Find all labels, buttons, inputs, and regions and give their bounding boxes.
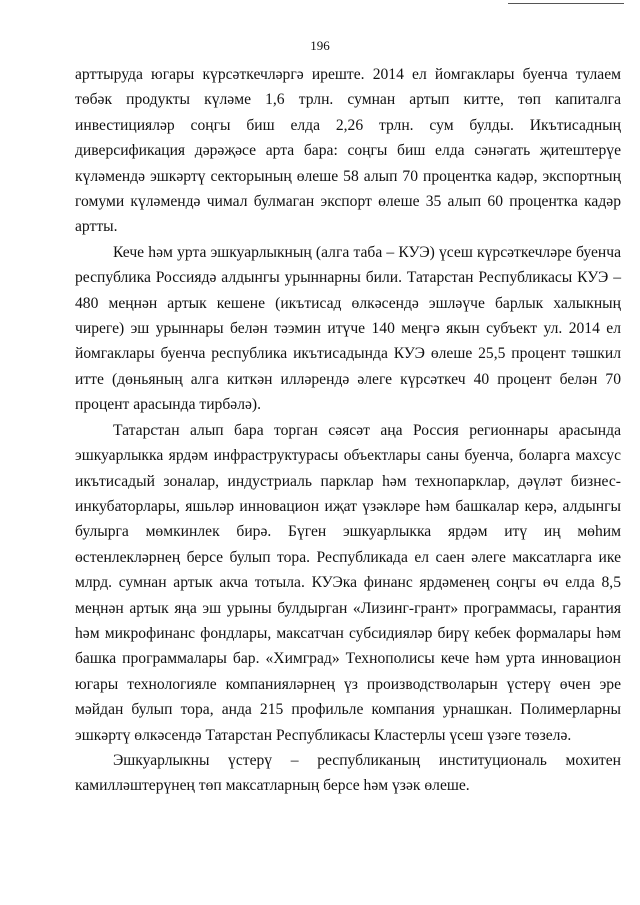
page-number: 196 <box>310 38 330 53</box>
document-body <box>75 62 621 799</box>
paragraph-4: Эшкуарлыкны үстерү – республиканың институциональ мохитен камилләштерүнең төп максатларның берсе һәм үзәк өлеше. <box>75 751 621 795</box>
paragraph-2: Кече һәм урта эшкуарлыкның (алга таба – КУЭ) үсеш күрсәткечләре буенча республика Россиядә алдынгы урыннарны били. Татарстан Республикасы КУЭ – 480 меңнән артык кешене (икътисад өлкәсендә эшләүче барлык халыкның чиреге) эш урыннары белән тәэмин итүче 140 меңгә якын субъект ул. 2014 ел йомгаклары буенча республика икътисадында КУЭ өлеше 25,5 процент тәшкил итте (дөньяның алга киткән илләрендә әлеге күрсәткеч 40 процент белән 70 процент арасында тирбәлә). <box>75 243 621 414</box>
paragraph-3: Татарстан алып бара торган сәясәт аңа Россия регионнары арасында эшкуарлыкка ярдәм инфраструктурасы объектлары саны буенча, боларга махсус икътисадый зоналар, индустриаль парклар һәм технопарклар, дәүләт бизнес-инкубаторлары, яшьләр инновацион иҗат үзәкләре һәм башкалар керә, алдынгы булырга мөмкинлек бирә. Бүген эшкуарлыкка ярдәм итү иң мөһим өстенлекләрнең берсе булып тора. Республикада ел саен әлеге максатларга ике млрд. сумнан артык акча тотыла. КУЭка финанс ярдәменең соңгы өч елда 8,5 меңнән артык яңа эш урыны булдырган «Лизинг-грант» программасы, гарантия һәм микрофинанс фондлары, максатчан субсидияләр бирү кебек формалары һәм башка программалары бар. «Химград» Технополисы кече һәм урта инновацион югары технологияле компанияләрнең үз производстволарын үстерү өчен эре мәйдан булып тора, анда 215 профильле компания урнашкан. Полимерларны эшкәртү өлкәсендә Татарстан Республикасы Кластерлы үсеш үзәге төзелә. <box>75 421 621 744</box>
paragraph-1: арттыруда югары күрсәткечләргә иреште. 2014 ел йомгаклары буенча тулаем төбәк продукты күләме 1,6 трлн. сумнан артып китте, төп капиталга инвестицияләр соңгы биш елда 2,26 трлн. сум булды. Икътисадның диверсификация дәрәҗәсе арта бара: соңгы биш елда сәнәгать җитештерүе күләмендә эшкәртү секторының өлеше 58 алып 70 процентка кадәр, экспортның гомуми күләмендә чимал булмаган экспорт өлеше 35 алып 60 процентка кадәр артты. <box>75 66 621 236</box>
header-rule <box>508 3 624 4</box>
